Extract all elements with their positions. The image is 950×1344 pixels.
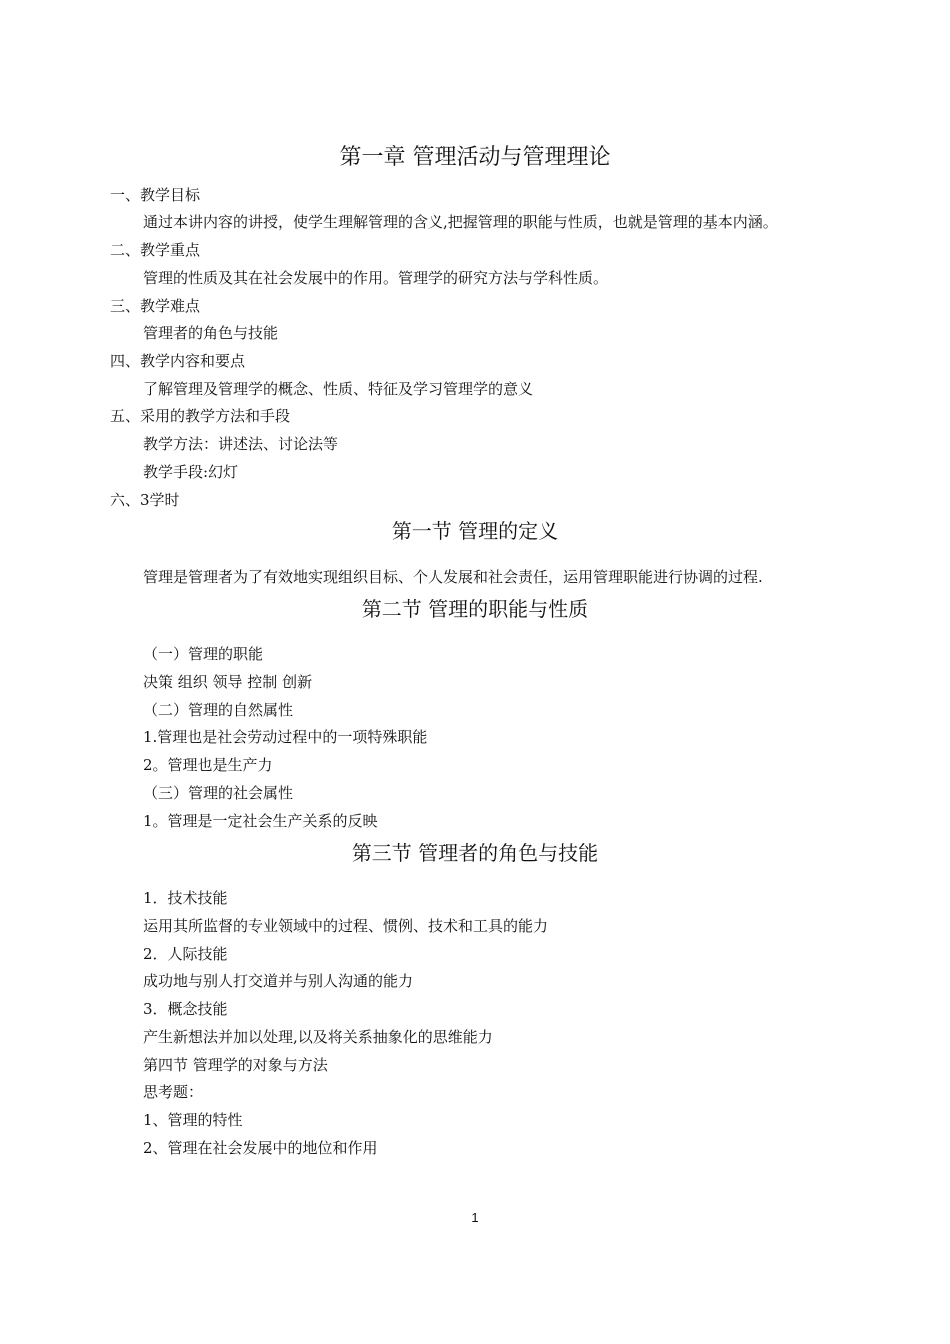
goal-text: 通过本讲内容的讲授，使学生理解管理的含义,把握管理的职能与性质，也就是管理的基本内涵。 bbox=[143, 213, 778, 231]
content-heading: 四、教学内容和要点 bbox=[110, 352, 246, 370]
question-1: 1、管理的特性 bbox=[143, 1111, 243, 1129]
skill1-heading: 1．技术技能 bbox=[143, 889, 228, 907]
social-heading: （三）管理的社会属性 bbox=[143, 784, 294, 802]
questions-heading: 思考题： bbox=[143, 1083, 204, 1101]
means-text: 教学手段:幻灯 bbox=[143, 463, 239, 481]
page-number: 1 bbox=[471, 1210, 479, 1225]
natural-item-2: 2。管理也是生产力 bbox=[143, 756, 273, 774]
section3-title: 第三节 管理者的角色与技能 bbox=[351, 841, 599, 865]
section1-text: 管理是管理者为了有效地实现组织目标、个人发展和社会责任，运用管理职能进行协调的过程. bbox=[143, 568, 763, 586]
skill2-text: 成功地与别人打交道并与别人沟通的能力 bbox=[143, 972, 414, 990]
natural-item-1: 1.管理也是社会劳动过程中的一项特殊职能 bbox=[143, 728, 428, 746]
hours-heading: 六、3学时 bbox=[110, 491, 180, 509]
key-heading: 二、教学重点 bbox=[110, 241, 201, 259]
content-text: 了解管理及管理学的概念、性质、特征及学习管理学的意义 bbox=[143, 380, 534, 398]
difficult-heading: 三、教学难点 bbox=[110, 297, 201, 315]
skill3-text: 产生新想法并加以处理,以及将关系抽象化的思维能力 bbox=[143, 1028, 493, 1046]
skill3-heading: 3．概念技能 bbox=[143, 1000, 228, 1018]
key-text: 管理的性质及其在社会发展中的作用。管理学的研究方法与学科性质。 bbox=[143, 269, 609, 287]
natural-heading: （二）管理的自然属性 bbox=[143, 701, 294, 719]
question-2: 2、管理在社会发展中的地位和作用 bbox=[143, 1139, 378, 1157]
section2-title: 第二节 管理的职能与性质 bbox=[361, 597, 589, 621]
chapter-title: 第一章 管理活动与管理理论 bbox=[339, 145, 611, 170]
difficult-text: 管理者的角色与技能 bbox=[143, 324, 279, 342]
goal-heading: 一、教学目标 bbox=[110, 186, 201, 204]
methods-text: 教学方法：讲述法、讨论法等 bbox=[143, 435, 339, 453]
skill2-heading: 2．人际技能 bbox=[143, 945, 228, 963]
skill1-text: 运用其所监督的专业领域中的过程、惯例、技术和工具的能力 bbox=[143, 917, 549, 935]
functions-heading: （一）管理的职能 bbox=[143, 645, 264, 663]
methods-heading: 五、采用的教学方法和手段 bbox=[110, 407, 291, 425]
section4-title: 第四节 管理学的对象与方法 bbox=[143, 1056, 328, 1074]
section1-title: 第一节 管理的定义 bbox=[391, 519, 559, 543]
social-item-1: 1。管理是一定社会生产关系的反映 bbox=[143, 812, 378, 830]
functions-list: 决策 组织 领导 控制 创新 bbox=[143, 673, 313, 691]
